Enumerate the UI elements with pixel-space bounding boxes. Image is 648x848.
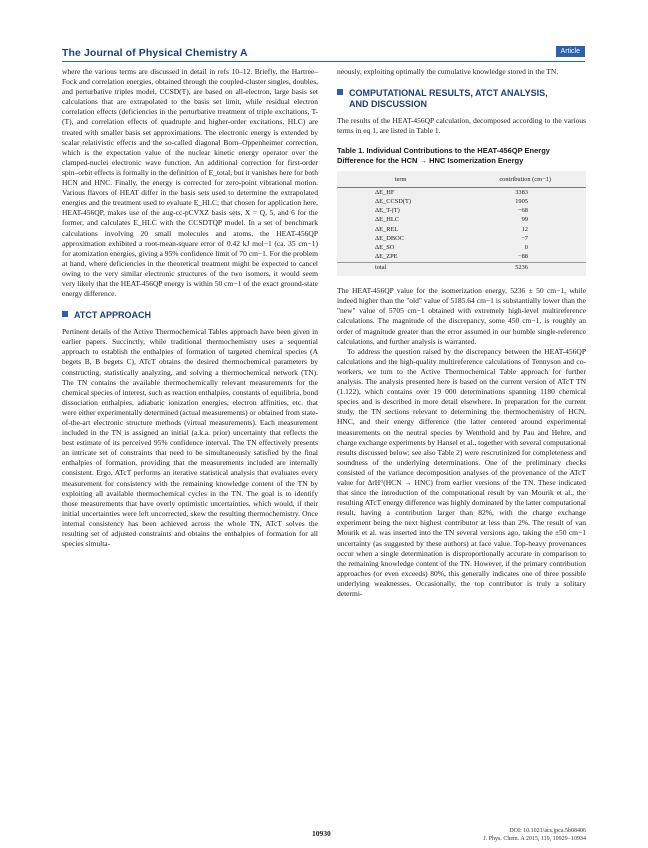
table-cell-term: ΔE_ZPE bbox=[375, 253, 398, 261]
table-cell-term: ΔE_HLC bbox=[375, 216, 399, 224]
table-row bbox=[337, 244, 586, 253]
table-cell-value: −68 bbox=[518, 207, 528, 215]
table-cell-value: −88 bbox=[518, 253, 528, 261]
table-row bbox=[337, 253, 586, 263]
header-rule bbox=[62, 61, 585, 62]
table-cell-value: −7 bbox=[521, 234, 528, 242]
paragraph-isomerization-value: The HEAT-456QP value for the isomerization energy, 5236 ± 50 cm−1, while indeed higher than the "old" value of 5185.64 cm−1 is substantially lower than the "new" value of 5705 cm−1 obtained with extremely high-level multireference calculations. The magnitude of the discrepancy, some 450 cm−1, is roughly an order of magnitude greater than the error assumed in our humble single-reference calculations, and further analysis is warranted. bbox=[337, 286, 586, 346]
table-caption: Table 1. Individual Contributions to the HEAT-456QP Energy Difference for the HCN → HNC Isomerization Energy bbox=[337, 146, 550, 165]
table-cell-term: ΔE_DBOC bbox=[375, 234, 404, 242]
paragraph-continuation: neously, exploiting optimally the cumulative knowledge stored in the TN. bbox=[337, 67, 559, 76]
table-cell-term: ΔE_T-(T) bbox=[375, 207, 400, 215]
table-row bbox=[337, 198, 586, 207]
paragraph-results-intro: The results of the HEAT-456QP calculation, decomposed according to the various terms in eq 1, are listed in Table 1. bbox=[337, 116, 586, 136]
table-cell-value: 99 bbox=[521, 216, 528, 224]
table-row bbox=[337, 234, 586, 243]
paragraph-heat-terms: where the various terms are discussed in detail in refs 10–12. Briefly, the Hartree–Fock and correlation energies, obtained through the coupled-cluster singles, doubles, and perturbative triples model, CCSD(T), are based on all-electron, large basis set calculations that are extrapolated to the basis set limit, while residual electron correlation effects (deficiencies in the perturbative treatment of triple excitations, T-(T), and correlation effects of quadruple and higher-order excitations, HLC) are treated with smaller basis set approximations. The electronic energy is extended by scalar relativistic effects and the so-called diagonal Born–Oppenheimer correction, which is the expectation value of the nuclear kinetic energy operator over the clamped-nuclei electronic wave function. An additional correction for first-order spin–orbit effects is formally in the definition of E_total, but it vanishes here for both HCN and HNC. Finally, the energy is corrected for zero-point vibrational motion. Various flavors of HEAT differ in the basis sets used to determine the extrapolated energies and the treatment used to evaluate E_HLC; that chosen for application here, HEAT-456QP, makes use of the aug-cc-pCVXZ basis sets, X = Q, 5, and 6 for the former, and calculates E_HLC with the CCSDTQP model. In a set of benchmark calculations involving 20 small molecules and atoms, the HEAT-456QP approximation exhibited a root-mean-square error of 0.42 kJ mol−1 (ca. 35 cm−1) for atomization energies, giving a 95% confidence limit of 70 cm−1. For the problem at hand, where deficiencies in the theoretical treatment might be expected to cancel owing to the very similar electronic structures of the two isomers, it would seem very likely that the HEAT-456QP energy is within 50 cm−1 of the exact ground-state energy difference. bbox=[62, 67, 318, 299]
table-cell-term: ΔE_REL bbox=[375, 225, 399, 233]
table-header-term: term bbox=[337, 173, 464, 188]
page-number: 10930 bbox=[312, 829, 331, 838]
right-column bbox=[337, 67, 586, 599]
table-cell-value: 12 bbox=[521, 225, 528, 233]
table-cell-term: total bbox=[337, 263, 464, 273]
section-title-line2: AND DISCUSSION bbox=[349, 99, 428, 110]
table-cell-value: 1905 bbox=[515, 198, 528, 206]
table-row bbox=[337, 188, 586, 198]
contribution-table-box bbox=[337, 171, 586, 276]
section-heading-atct-approach bbox=[62, 310, 318, 321]
table-cell-value: 3383 bbox=[515, 188, 528, 196]
table-row bbox=[337, 216, 586, 225]
article-badge: Article bbox=[556, 46, 585, 57]
section-heading-results bbox=[337, 88, 586, 110]
journal-header bbox=[62, 44, 585, 64]
table-row-total bbox=[337, 263, 586, 273]
citation-text: J. Phys. Chem. A 2015, 119, 10929−10934 bbox=[483, 836, 586, 842]
table-cell-value: 5236 bbox=[464, 263, 586, 273]
table-cell-term: ΔE_SO bbox=[375, 244, 395, 252]
journal-title: The Journal of Physical Chemistry A bbox=[62, 47, 248, 59]
doi-block bbox=[483, 827, 586, 843]
section-square-icon bbox=[337, 89, 343, 95]
left-column bbox=[62, 67, 318, 549]
doi-text: DOI: 10.1021/acs.jpca.5b08406 bbox=[509, 828, 586, 834]
table-cell-value: 0 bbox=[524, 244, 528, 252]
section-title: ATCT APPROACH bbox=[74, 310, 151, 321]
section-square-icon bbox=[62, 311, 68, 317]
table-header-contribution: contribution (cm−1) bbox=[464, 173, 586, 188]
table-row bbox=[337, 207, 586, 216]
contribution-table bbox=[337, 173, 586, 272]
table-cell-term: ΔE_CCSD(T) bbox=[375, 198, 412, 206]
paragraph-atct-approach: Pertinent details of the Active Thermochemical Tables approach have been given in earlier papers. Succinctly, while traditional thermochemistry uses a sequential approach to establish the enthalpies of formation of targeted chemical species (A begets B, B begets C), ATcT obtains the desired thermochemical parameters by constructing, statistically analyzing, and solving a thermochemical network (TN). The TN contains the available thermochemically relevant measurements for the chemical species of interest, such as reaction enthalpies, constants of equilibria, bond dissociation enthalpies, adiabatic ionization energies, electron affinities, etc. that were either experimentally determined (actual measurements) or obtained from state-of-the-art electronic structure methods (virtual measurements). Each measurement included in the TN is assigned an initial (a.k.a. prior) uncertainty that reflects the best estimate of its perceived 95% confidence interval. The TN effectively presents an intricate set of constraints that need to be simultaneously satisfied by the final enthalpies of formation, providing that the measurements included are internally consistent. Ergo, ATcT performs an iterative statistical analysis that evaluates every measurement for consistency with the remaining knowledge content of the TN by exploiting all available thermochemical cycles in the TN. The goal is to identify those measurements that have overly optimistic uncertainties, which would, if their initial uncertainties were left uncorrected, skew the resulting thermochemistry. Once internal consistency has been achieved across the whole TN, ATcT solves the resulting set of adjusted constraints and obtains the enthalpies of formation for all species simulta- bbox=[62, 327, 318, 549]
paragraph-discrepancy-analysis: To address the question raised by the discrepancy between the HEAT-456QP calculations and the high-quality multireference calculations of Tennyson and co-workers, we turn to the Active Thermochemical Table approach for further analysis. The analysis presented here is based on the current version of ATcT TN (1.122), which contains over 19 000 determinations spanning 1180 chemical species and is described in more detail elsewhere. In preparation for the current study, the TN sections relevant to determining the thermochemistry of HCN, HNC, and their energy difference (the latter centered around experimental measurements on the neutral species by Wenthold and by Pau and Hehre, and charge exchange experiments by Hansel et al., together with several computational results discussed below; see also Table 2) were rescrutinized for completeness and soundness of the underlying determinations. One of the preliminary checks consisted of the variance decomposition analyses of the provenance of the ATcT value for ΔrH°(HCN → HNC) from earlier versions of the TN. These indicated that since the introduction of the computational result by van Mourik et al., the resulting ATcT energy difference was highly dominated by the latter computational result, having a contribution larger than 82%, with the charge exchange experiment being the next highest contributor at less than 2%. The result of van Mourik et al. was inserted into the TN several versions ago, taking the ±50 cm−1 uncertainty (as suggested by these authors) at face value. Top-heavy provenances occur when a single determination is disproportionally accurate in comparison to the remaining knowledge content of the TN. However, if the primary contribution approaches (or even exceeds) 80%, this generally indicates one of three possible underlying weaknesses. Occasionally, the top contributor is truly a solitary determi- bbox=[337, 346, 586, 599]
table-row bbox=[337, 225, 586, 234]
table-cell-term: ΔE_HF bbox=[375, 188, 395, 196]
section-title-line1: COMPUTATIONAL RESULTS, ATCT ANALYSIS, bbox=[349, 88, 548, 99]
